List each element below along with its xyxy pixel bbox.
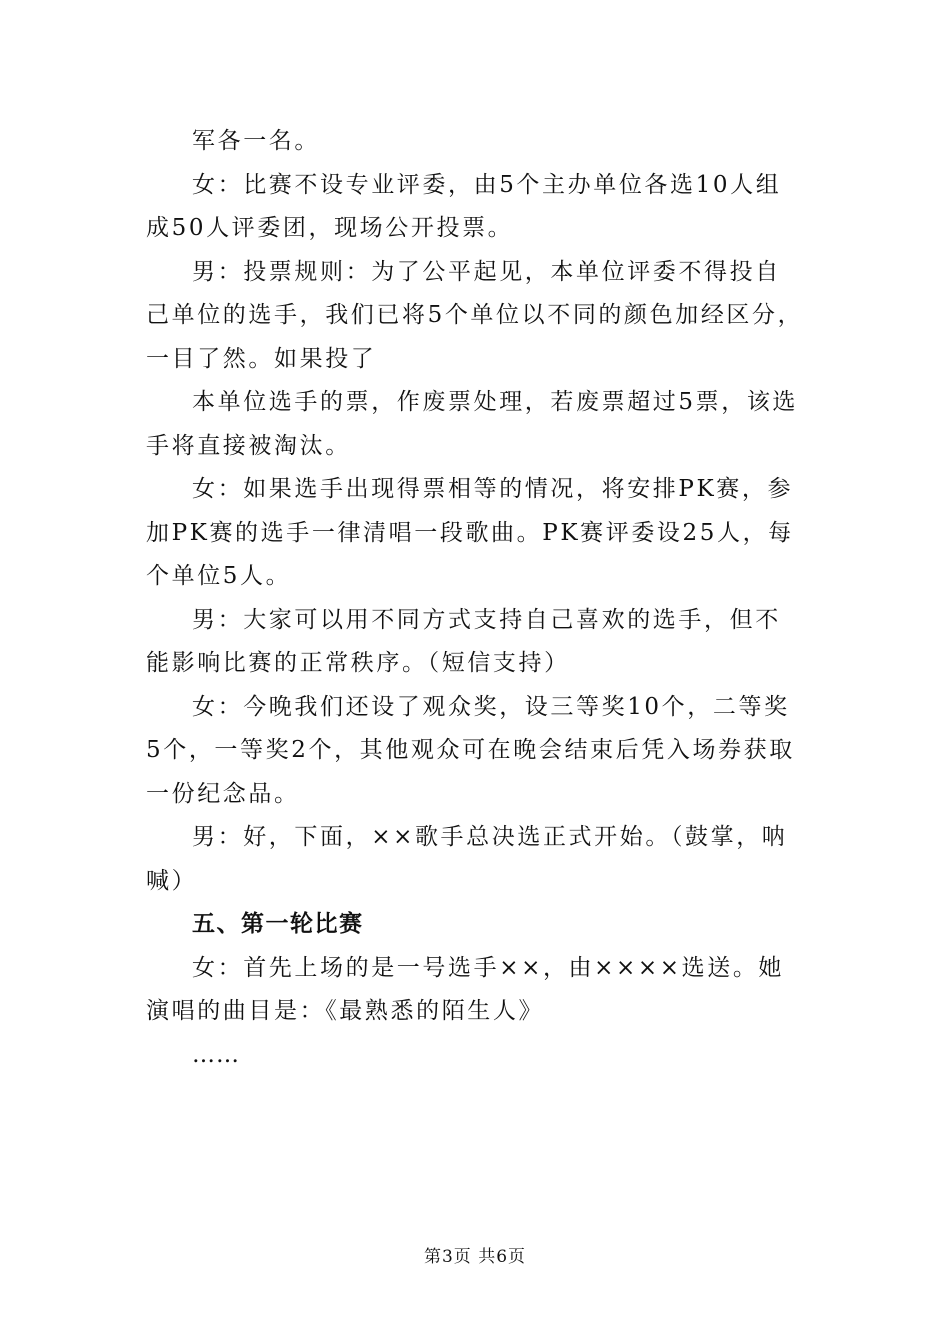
paragraph: 男：投票规则：为了公平起见，本单位评委不得投自己单位的选手，我们已将5个单位以不同的颜色加经区分，一目了然。如果投了 bbox=[146, 258, 804, 372]
page-footer: 第3页 共6页 bbox=[423, 1247, 527, 1267]
paragraph: 男：大家可以用不同方式支持自己喜欢的选手，但不能影响比赛的正常秩序。（短信支持） bbox=[146, 606, 781, 676]
paragraph: 本单位选手的票，作废票处理，若废票超过5票，该选手将直接被淘汰。 bbox=[146, 389, 799, 459]
paragraph: 女：今晚我们还设了观众奖，设三等奖10个，二等奖5个，一等奖2个，其他观众可在晚会结束后凭入场券获取一份纪念品。 bbox=[146, 693, 795, 807]
paragraph: 军各一名。 bbox=[192, 128, 320, 154]
ellipsis: …… bbox=[192, 1041, 240, 1068]
document-body bbox=[146, 120, 806, 1077]
paragraph: 男：好，下面，××歌手总决选正式开始。（鼓掌，呐喊） bbox=[146, 824, 788, 894]
paragraph: 女：比赛不设专业评委，由5个主办单位各选10人组成50人评委团，现场公开投票。 bbox=[146, 171, 782, 241]
section-heading: 五、第一轮比赛 bbox=[192, 911, 364, 937]
paragraph: 女：首先上场的是一号选手××，由××××选送。她演唱的曲目是：《最熟悉的陌生人》 bbox=[146, 954, 785, 1024]
paragraph: 女：如果选手出现得票相等的情况，将安排PK赛，参加PK赛的选手一律清唱一段歌曲。PK赛评委设25人，每个单位5人。 bbox=[146, 476, 794, 589]
